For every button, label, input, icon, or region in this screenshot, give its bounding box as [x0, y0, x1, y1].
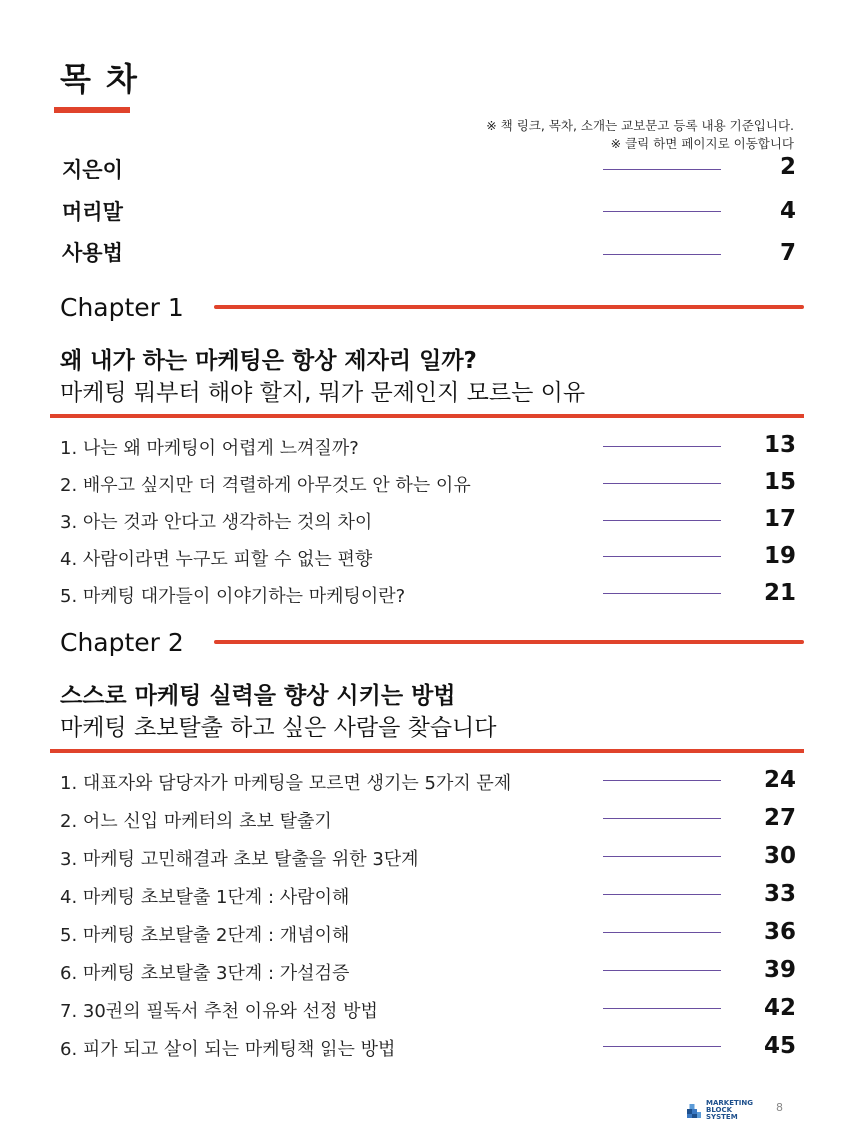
chapter-1-bar — [214, 305, 804, 309]
leader-line — [603, 169, 721, 170]
toc-item[interactable]: 4. 사람이라면 누구도 피할 수 없는 편향 — [60, 549, 373, 570]
toc-page-number[interactable]: 15 — [763, 469, 796, 495]
leader-line — [603, 1008, 721, 1009]
leader-line — [603, 254, 721, 255]
brand-line: MARKETING — [706, 1099, 753, 1107]
cube-stack-icon — [686, 1103, 702, 1119]
note-source: ※ 책 링크, 목차, 소개는 교보문고 등록 내용 기준입니다. — [486, 118, 794, 133]
title-underline — [54, 107, 130, 113]
chapter-2-divider — [50, 749, 804, 753]
toc-item[interactable]: 7. 30권의 필독서 추천 이유와 선정 방법 — [60, 1001, 378, 1022]
brand-logo — [686, 1100, 753, 1121]
toc-page-number[interactable]: 30 — [763, 843, 796, 869]
leader-line — [603, 818, 721, 819]
chapter-1-subtitle: 마케팅 뭐부터 해야 할지, 뭐가 문제인지 모르는 이유 — [60, 380, 586, 406]
toc-page-number[interactable]: 42 — [763, 995, 796, 1021]
toc-page-number[interactable]: 21 — [763, 580, 796, 606]
toc-page-number[interactable]: 36 — [763, 919, 796, 945]
chapter-1-title[interactable]: 왜 내가 하는 마케팅은 항상 제자리 일까? — [60, 348, 477, 374]
toc-page-number[interactable]: 2 — [779, 154, 796, 180]
toc-item[interactable]: 2. 배우고 싶지만 더 격렬하게 아무것도 안 하는 이유 — [60, 475, 471, 496]
chapter-2-bar — [214, 640, 804, 644]
toc-item[interactable]: 3. 아는 것과 안다고 생각하는 것의 차이 — [60, 512, 373, 533]
toc-item[interactable]: 6. 마케팅 초보탈출 3단계 : 가설검증 — [60, 963, 350, 984]
chapter-1-divider — [50, 414, 804, 418]
brand-logo-text — [706, 1100, 753, 1121]
leader-line — [603, 856, 721, 857]
toc-page-number[interactable]: 7 — [779, 240, 796, 266]
toc-page-number[interactable]: 45 — [763, 1033, 796, 1059]
toc-entry-preface[interactable]: 머리말 — [62, 200, 123, 224]
leader-line — [603, 1046, 721, 1047]
leader-line — [603, 556, 721, 557]
chapter-2-title[interactable]: 스스로 마케팅 실력을 향상 시키는 방법 — [60, 683, 456, 709]
toc-page-number[interactable]: 24 — [763, 767, 796, 793]
toc-page-number[interactable]: 13 — [763, 432, 796, 458]
chapter-1-label: Chapter 1 — [60, 293, 184, 322]
chapter-2-label: Chapter 2 — [60, 628, 184, 657]
leader-line — [603, 211, 721, 212]
page-number: 8 — [776, 1101, 783, 1114]
brand-line: SYSTEM — [706, 1113, 738, 1121]
toc-page-number[interactable]: 19 — [763, 543, 796, 569]
note-click: ※ 클릭 하면 페이지로 이동합니다 — [610, 136, 794, 151]
page-title: 목 차 — [60, 60, 139, 98]
brand-line: BLOCK — [706, 1106, 733, 1114]
toc-page-number[interactable]: 33 — [763, 881, 796, 907]
toc-entry-author[interactable]: 지은이 — [62, 158, 123, 182]
leader-line — [603, 932, 721, 933]
chapter-2-subtitle: 마케팅 초보탈출 하고 싶은 사람을 찾습니다 — [60, 715, 497, 741]
leader-line — [603, 593, 721, 594]
toc-page-number[interactable]: 17 — [763, 506, 796, 532]
toc-item[interactable]: 1. 대표자와 담당자가 마케팅을 모르면 생기는 5가지 문제 — [60, 773, 512, 794]
toc-item[interactable]: 1. 나는 왜 마케팅이 어렵게 느껴질까? — [60, 438, 359, 459]
toc-item[interactable]: 6. 피가 되고 살이 되는 마케팅책 읽는 방법 — [60, 1039, 396, 1060]
toc-page-number[interactable]: 4 — [779, 198, 796, 224]
toc-item[interactable]: 5. 마케팅 초보탈출 2단계 : 개념이해 — [60, 925, 350, 946]
leader-line — [603, 483, 721, 484]
toc-item[interactable]: 4. 마케팅 초보탈출 1단계 : 사람이해 — [60, 887, 350, 908]
leader-line — [603, 970, 721, 971]
toc-page-number[interactable]: 39 — [763, 957, 796, 983]
toc-item[interactable]: 3. 마케팅 고민해결과 초보 탈출을 위한 3단계 — [60, 849, 419, 870]
toc-entry-usage[interactable]: 사용법 — [62, 241, 123, 265]
toc-page-number[interactable]: 27 — [763, 805, 796, 831]
leader-line — [603, 780, 721, 781]
leader-line — [603, 446, 721, 447]
leader-line — [603, 894, 721, 895]
leader-line — [603, 520, 721, 521]
toc-item[interactable]: 5. 마케팅 대가들이 이야기하는 마케팅이란? — [60, 586, 406, 607]
toc-item[interactable]: 2. 어느 신입 마케터의 초보 탈출기 — [60, 811, 332, 832]
